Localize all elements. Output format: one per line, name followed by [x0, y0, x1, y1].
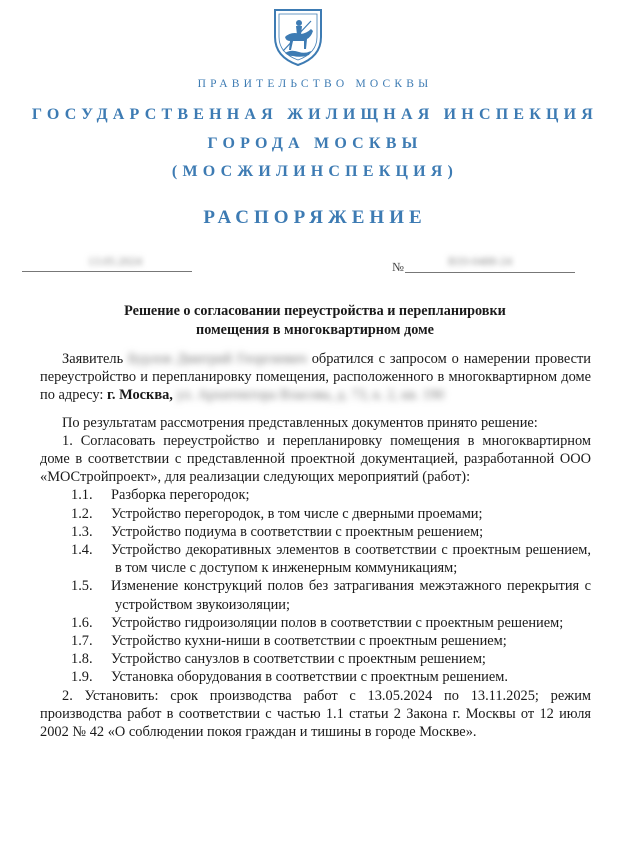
list-item: 1.3. Устройство подиума в соответствии с проектным решением;	[71, 523, 484, 540]
decision-title	[0, 302, 630, 340]
government-name: ПРАВИТЕЛЬСТВО МОСКВЫ	[197, 78, 433, 90]
document-number: ВЗЗ-0488-24	[447, 254, 513, 268]
list-item: 1.4. Устройство декоративных элементов в соответствии с проектным решением, в том числе с доступом к инженерным коммуникациям;	[71, 542, 591, 577]
document-body	[40, 350, 591, 741]
organization-abbreviation: (МОСЖИЛИНСПЕКЦИЯ)	[171, 163, 459, 180]
list-item: 1.6. Устройство гидроизоляции полов в соответствии с проектным решением;	[71, 614, 564, 631]
paragraph-approve: 1. Согласовать переустройство и перепланировку помещения в многоквартирном доме в соответствии с представленной проектной документацией, разработанной ООО «МОСтройпроект», для реализации следующих мероприятий (работ):	[40, 432, 591, 486]
applicant-name: Бурлов Дмитрий Георгиевич	[128, 351, 307, 367]
applicant-request: обратился с запросом о намерении провести переустройство и перепланировку помещения, расположенного в многоквартирном доме по адресу:	[40, 351, 591, 404]
document-date: 13.05.2024	[88, 254, 142, 268]
paragraph-applicant	[40, 350, 591, 405]
list-item: 1.8. Устройство санузлов в соответствии с проектным решением;	[71, 651, 486, 668]
date-underline	[22, 271, 192, 272]
paragraph-review: По результатам рассмотрения представленных документов принято решение:	[62, 414, 538, 431]
organization-name-line-2: ГОРОДА МОСКВЫ	[207, 135, 423, 152]
paragraph-schedule: 2. Установить: срок производства работ с 13.05.2024 по 13.11.2025; режим производства работ в соответствии с частью 1.1 статьи 2 Закона г. Москвы от 12 июля 2002 № 42 «О соблюдении покоя граждан и тишины в городе Москве».	[40, 687, 591, 741]
organization-name-line-1: ГОСУДАРСТВЕННАЯ ЖИЛИЩНАЯ ИНСПЕКЦИЯ	[31, 106, 599, 123]
moscow-coat-of-arms-icon	[271, 7, 325, 67]
address-city: г. Москва,	[106, 387, 173, 404]
applicant-label: Заявитель	[62, 351, 124, 367]
number-sign: №	[392, 260, 404, 274]
number-underline	[405, 272, 575, 273]
list-item: 1.5. Изменение конструкций полов без затрагивания межэтажного перекрытия с устройством звукоизоляции;	[71, 578, 591, 613]
list-item: 1.2. Устройство перегородок, в том числе с дверными проемами;	[71, 505, 483, 522]
document-type-title: РАСПОРЯЖЕНИЕ	[203, 207, 427, 228]
list-item: 1.7. Устройство кухни-ниши в соответствии с проектным решением;	[71, 633, 507, 650]
list-item: 1.1. Разборка перегородок;	[71, 487, 250, 504]
decision-title-line-1: Решение о согласовании переустройства и перепланировки	[124, 303, 506, 319]
address-street: ул. Архитектора Власова, д. 73, к. 2, кв. 190	[176, 387, 445, 404]
list-item: 1.9. Установка оборудования в соответствии с проектным решением.	[71, 669, 508, 686]
decision-title-line-2: помещения в многоквартирном доме	[196, 322, 434, 338]
